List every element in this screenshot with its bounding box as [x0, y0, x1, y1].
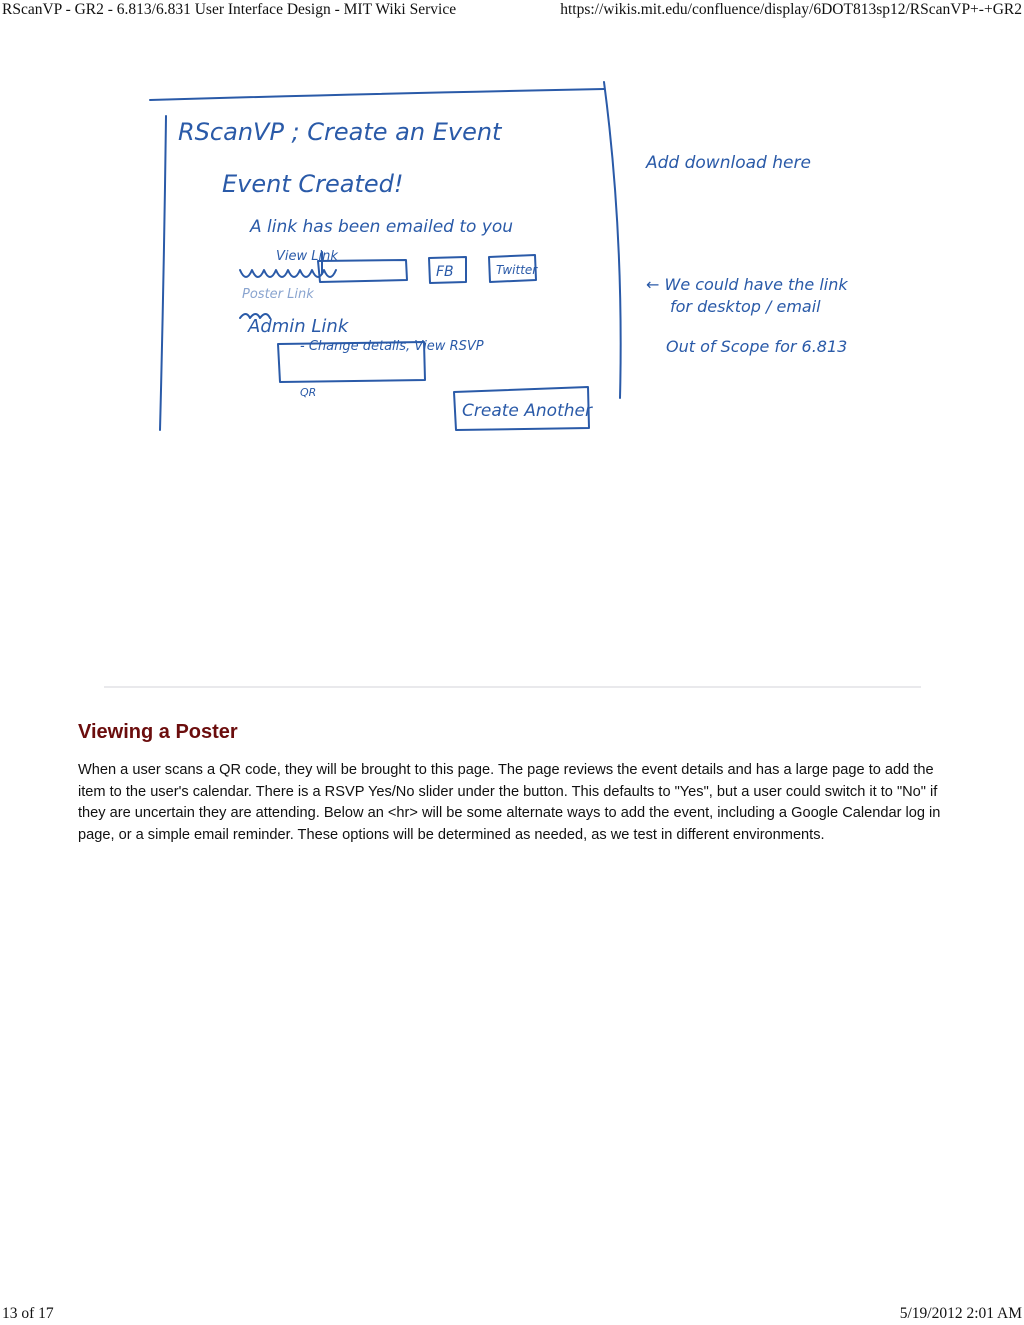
- sketch-scribble-label: Poster Link: [242, 287, 314, 302]
- page-title: RScanVP - GR2 - 6.813/6.831 User Interface Design - MIT Wiki Service: [2, 1, 457, 18]
- sketch-create-another-label: Create Another: [462, 401, 592, 421]
- sketch-admin-note: - Change details, View RSVP: [300, 339, 484, 354]
- sketch-view-link-label: View Link: [276, 249, 338, 264]
- sketch-side-note-2-line3: Out of Scope for 6.813: [666, 337, 848, 356]
- print-header: [0, 0, 1024, 22]
- sketch-admin-link-label: Admin Link: [248, 316, 349, 337]
- section-paragraph: When a user scans a QR code, they will be brought to this page. The page reviews the event details and has a large page to add the item to the user's calendar. There is a RSVP Yes/No slider under the button. This defaults to "Yes", but a user could switch it to "No" if they are uncertain they are attending. Below an <hr> will be some alternate ways to add the event, including a Google Calendar log in page, or a simple email reminder. These options will be determined as needed, as we test in different environments.: [78, 762, 941, 843]
- sketch-image: [104, 74, 921, 688]
- sketch-side-note-1: Add download here: [646, 153, 811, 173]
- section-title: Viewing a Poster: [78, 721, 238, 743]
- sketch-side-note-2-line1: ← We could have the link: [646, 275, 848, 294]
- sketch-fb-label: FB: [436, 264, 454, 280]
- page-url: https://wikis.mit.edu/confluence/display/6DOT813sp12/RScanVP+-+GR2: [560, 1, 1022, 18]
- sketch-drawing: [104, 74, 921, 686]
- print-timestamp: 5/19/2012 2:01 AM: [899, 1305, 1022, 1322]
- page-count: 13 of 17: [2, 1305, 54, 1322]
- sketch-twitter-label: Twitter: [496, 263, 538, 277]
- sketch-side-note-2-line2: for desktop / email: [670, 297, 821, 316]
- print-footer: [0, 1303, 1024, 1325]
- sketch-frame-right: [604, 82, 621, 398]
- sketch-small-mark: QR: [300, 386, 317, 399]
- sketch-heading: Event Created!: [222, 170, 404, 198]
- sketch-message: A link has been emailed to you: [250, 217, 514, 237]
- sketch-frame-top: [150, 89, 604, 100]
- sketch-title: RScanVP ; Create an Event: [178, 118, 502, 146]
- sketch-frame-left: [160, 116, 166, 430]
